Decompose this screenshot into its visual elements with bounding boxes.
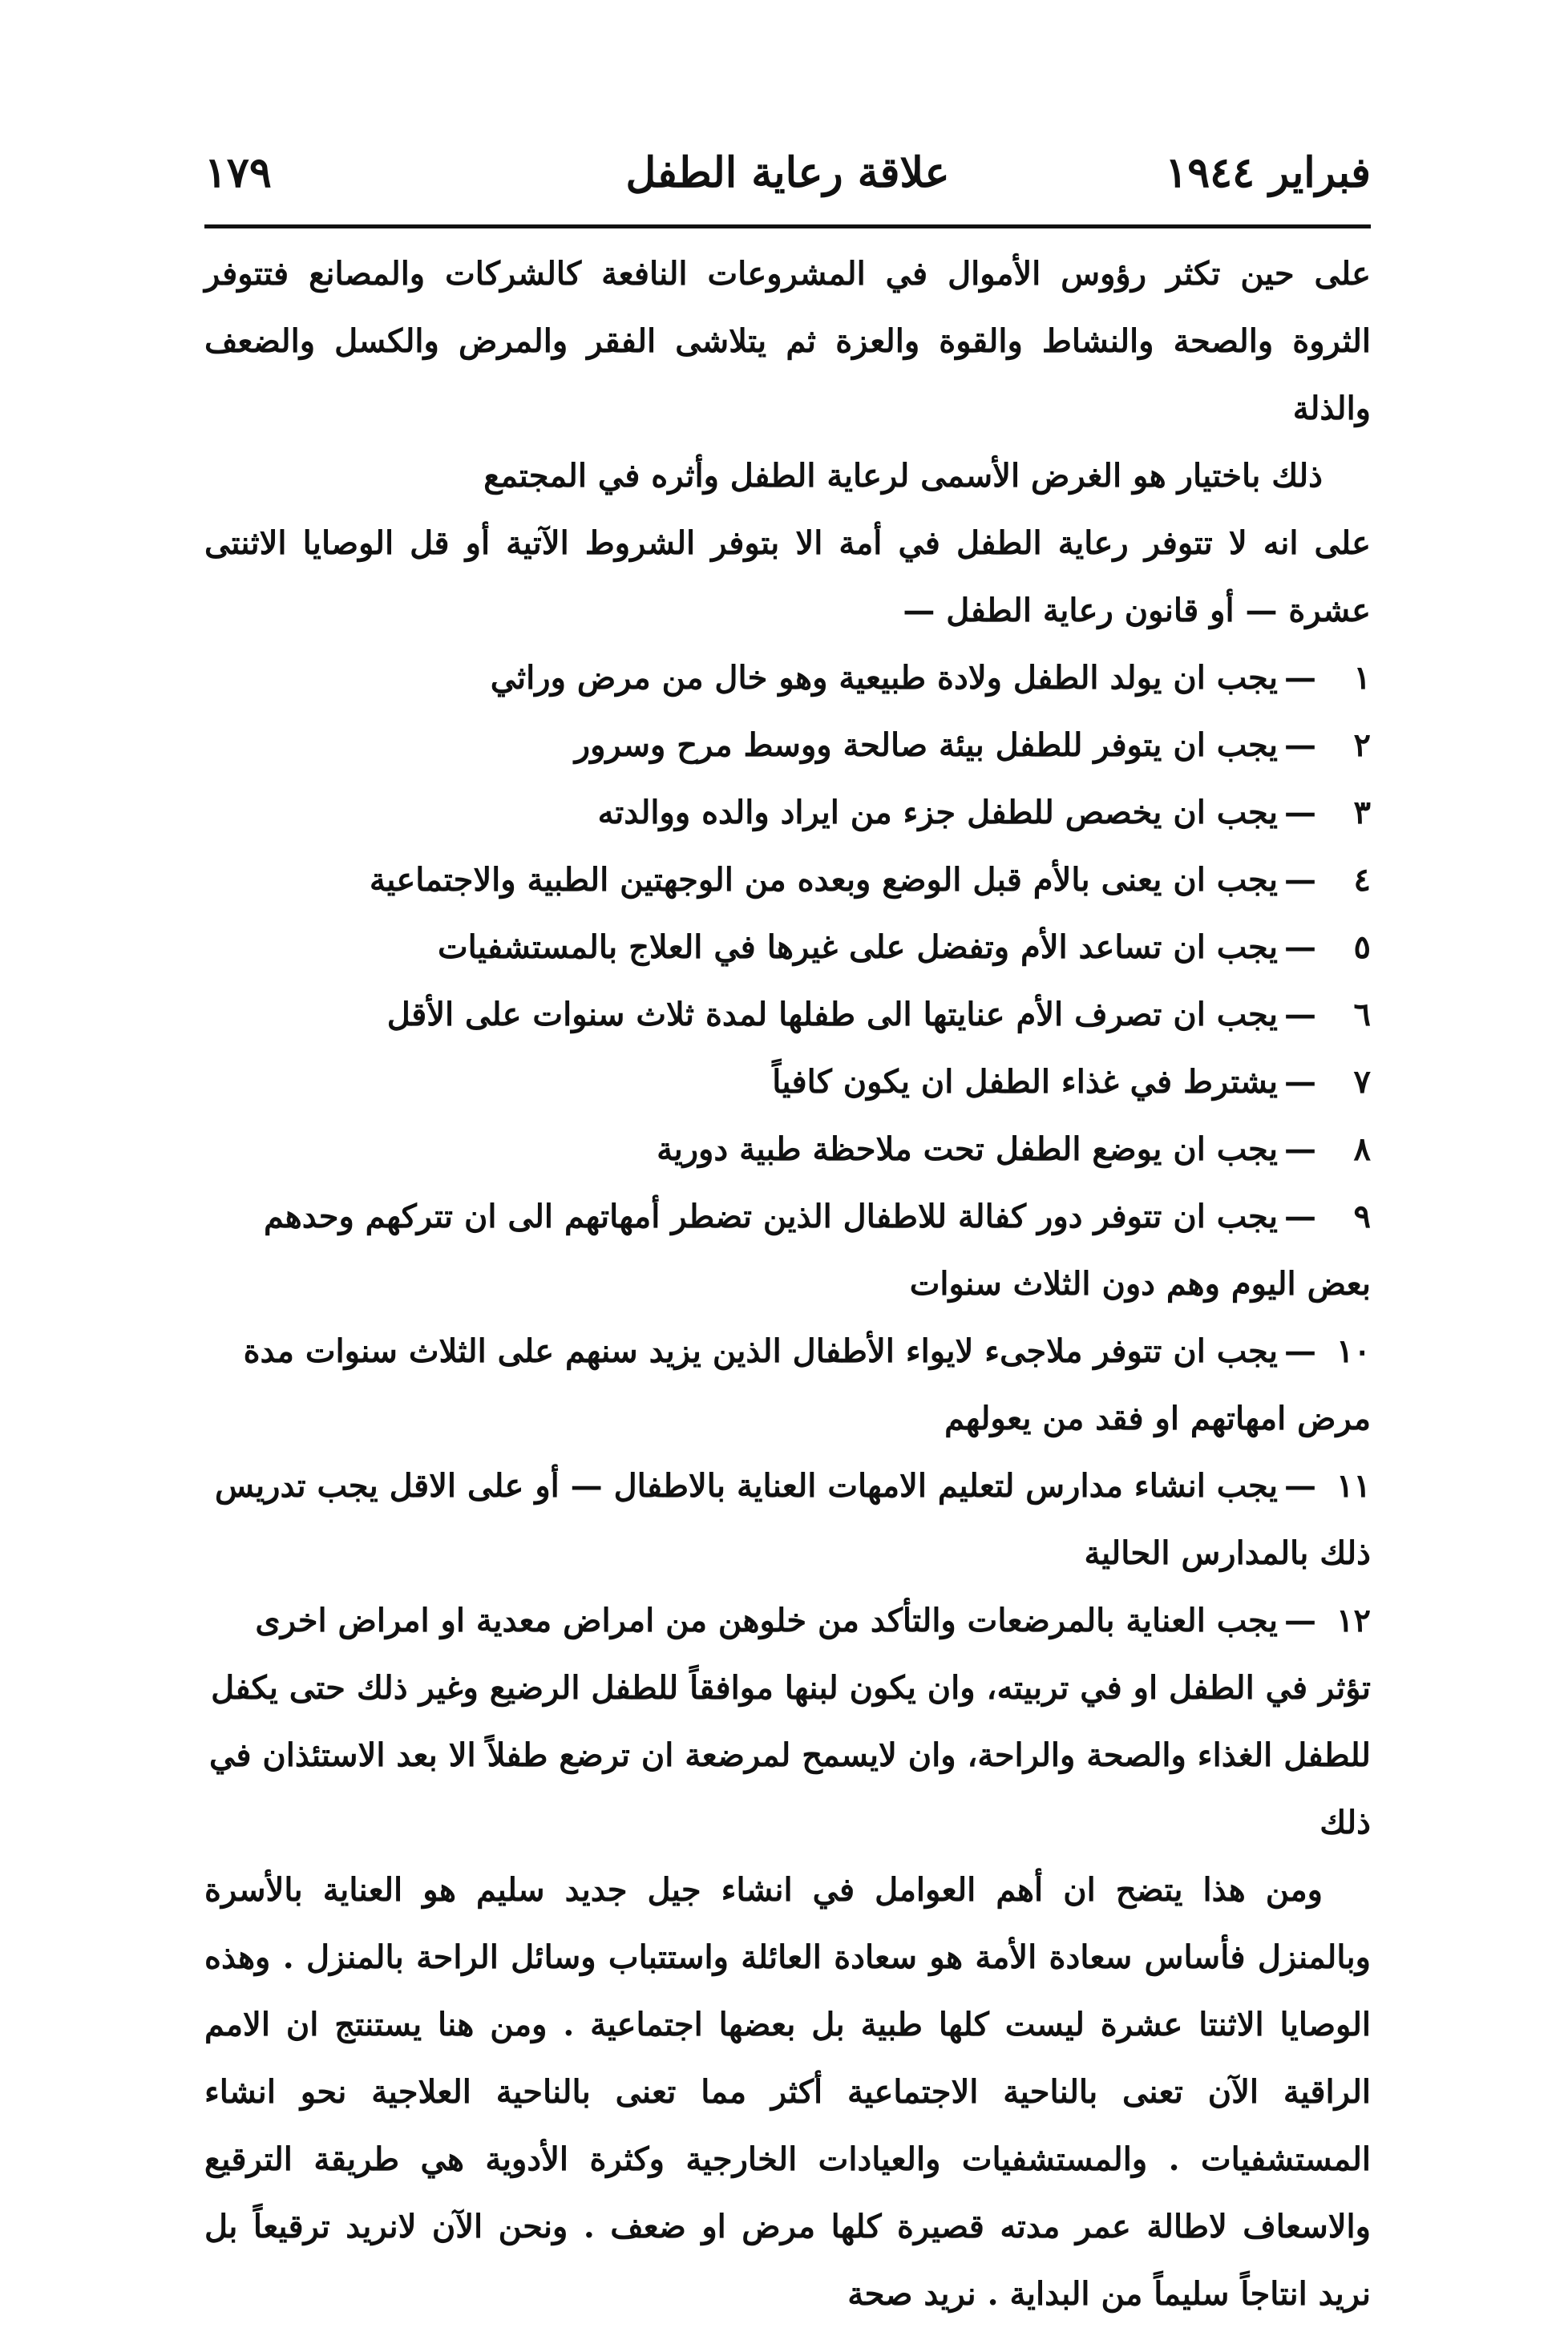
intro-paragraph-2: ذلك باختيار هو الغرض الأسمى لرعاية الطفل وأثره في المجتمع — [483, 457, 1323, 495]
item-text: يجب ان تتوفر ملاجىء لايواء الأطفال الذين يزيد سنهم على الثلاث سنوات مدة مرض امهاتهم او فقد من يعولهم — [243, 1332, 1371, 1437]
item-dash: — — [1284, 1198, 1316, 1235]
header-rule — [204, 224, 1371, 228]
item-text: يجب ان يتوفر للطفل بيئة صالحة ووسط مرح وسرور — [574, 726, 1278, 764]
list-item — [204, 645, 1371, 712]
list-item — [204, 1116, 1371, 1183]
item-text: يجب ان تصرف الأم عنايتها الى طفلها لمدة ثلاث سنوات على الأقل — [386, 996, 1278, 1033]
intro-paragraph-1: على حين تكثر رؤوس الأموال في المشروعات النافعة كالشركات والمصانع فتتوفر الثروة والصحة والنشاط والقوة والعزة ثم يتلاشى الفقر والمرض والكسل والضعف والذلة — [204, 255, 1371, 427]
item-dash: — — [1284, 861, 1316, 899]
item-number: ٤ — [1353, 861, 1371, 899]
item-dash: — — [1284, 1063, 1316, 1101]
list-item — [204, 779, 1371, 847]
item-number: ٥ — [1353, 928, 1371, 966]
list-item — [204, 1453, 1371, 1587]
item-number: ٣ — [1353, 794, 1371, 831]
list-item — [204, 712, 1371, 779]
item-text: يشترط في غذاء الطفل ان يكون كافياً — [772, 1063, 1278, 1101]
item-text: يجب ان يوضع الطفل تحت ملاحظة طبية دورية — [657, 1130, 1278, 1168]
list-item — [204, 1318, 1371, 1453]
header-date: فبراير ١٩٤٤ — [1165, 148, 1371, 197]
list-item — [204, 914, 1371, 981]
item-number: ٦ — [1353, 996, 1371, 1033]
item-dash: — — [1284, 928, 1316, 966]
list-item — [204, 847, 1371, 914]
item-number: ٩ — [1353, 1198, 1371, 1235]
conclusion-paragraph: ومن هذا يتضح ان أهم العوامل في انشاء جيل جديد سليم هو العناية بالأسرة وبالمنزل فأساس سعادة الأمة هو سعادة العائلة واستتباب وسائل الراحة بالمنزل . وهذه الوصايا الاثنتا عشرة ليست كلها طبية بل بعضها اجتماعية . ومن هنا يستنتج ان الامم الراقية الآن تعنى بالناحية الاجتماعية أكثر مما تعنى بالناحية العلاجية نحو انشاء المستشفيات . والمستشفيات والعيادات الخارجية وكثرة الأدوية هي طريقة الترقيع والاسعاف لاطالة عمر مدته قصيرة كلها مرض او ضعف . ونحن الآن لانريد ترقيعاً بل نريد انتاجاً سليماً من البداية . نريد صحة — [204, 1871, 1371, 2313]
item-text: يجب انشاء مدارس لتعليم الامهات العناية بالاطفال — أو على الاقل يجب تدريس ذلك بالمدارس الحالية — [215, 1467, 1371, 1572]
item-text: يجب ان تتوفر دور كفالة للاطفال الذين تضطر أمهاتهم الى ان تتركهم وحدهم بعض اليوم وهم دون الثلاث سنوات — [264, 1198, 1371, 1303]
list-item — [204, 1183, 1371, 1318]
item-dash: — — [1284, 1332, 1316, 1370]
item-number: ٨ — [1353, 1130, 1371, 1168]
list-item — [204, 981, 1371, 1049]
page-number: ١٧٩ — [204, 148, 272, 197]
commandments-list — [204, 645, 1371, 1857]
item-dash: — — [1284, 1467, 1316, 1505]
item-text: يجب العناية بالمرضعات والتأكد من خلوهن من امراض معدية او امراض اخرى تؤثر في الطفل او في تربيته، وان يكون لبنها موافقاً للطفل الرضيع وغير ذلك حتى يكفل للطفل الغذاء والصحة والراحة، وان لايسمح لمرضعة ان ترضع طفلاً الا بعد الاستئذان في ذلك — [208, 1602, 1371, 1841]
item-text: يجب ان يولد الطفل ولادة طبيعية وهو خال من مرض وراثي — [490, 659, 1278, 697]
item-dash: — — [1284, 996, 1316, 1033]
item-dash: — — [1284, 659, 1316, 697]
header-title: علاقة رعاية الطفل — [625, 148, 950, 197]
article-body — [204, 240, 1371, 2328]
item-text: يجب ان يعنى بالأم قبل الوضع وبعده من الوجهتين الطبية والاجتماعية — [369, 861, 1278, 899]
item-number: ١ — [1353, 659, 1371, 697]
item-text: يجب ان يخصص للطفل جزء من ايراد والده ووالدته — [597, 794, 1278, 831]
item-number: ١٢ — [1336, 1602, 1371, 1639]
item-dash: — — [1284, 1130, 1316, 1168]
item-text: يجب ان تساعد الأم وتفضل على غيرها في العلاج بالمستشفيات — [437, 928, 1278, 966]
item-dash: — — [1284, 1602, 1316, 1639]
item-dash: — — [1284, 726, 1316, 764]
item-number: ١١ — [1336, 1467, 1371, 1505]
item-number: ٢ — [1353, 726, 1371, 764]
list-item — [204, 1587, 1371, 1857]
intro-paragraph-3: على انه لا تتوفر رعاية الطفل في أمة الا بتوفر الشروط الآتية أو قل الوصايا الاثنتى عشرة — أو قانون رعاية الطفل — — [204, 524, 1371, 629]
item-number: ٧ — [1353, 1063, 1371, 1101]
page-header — [204, 140, 1371, 228]
list-item — [204, 1049, 1371, 1116]
item-number: ١٠ — [1336, 1332, 1371, 1370]
item-dash: — — [1284, 794, 1316, 831]
